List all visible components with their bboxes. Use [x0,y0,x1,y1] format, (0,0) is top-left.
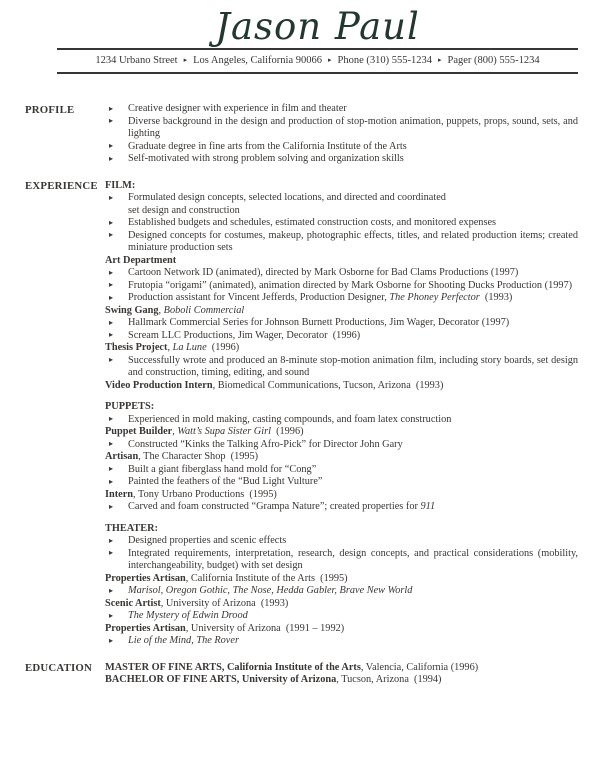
text-run: Marisol, Oregon Gothic, The Nose, Hedda Gabler, Brave New World [128,585,413,596]
run-in-heading [105,598,578,611]
text-run: Creative designer with experience in film and theater [128,103,347,114]
bullet-item [105,354,581,380]
bullet-icon: ▸ [109,548,114,557]
bullet-item [105,115,581,141]
text-run: BACHELOR OF FINE ARTS, University of Arizona [105,674,337,685]
text-run: Formulated design concepts, selected locations, and directed and coordinated [128,192,446,203]
text-run: , [172,426,178,437]
text-run: Intern [105,488,134,500]
text-run: Properties Artisan [105,572,186,584]
text-run: FILM: [105,179,136,191]
section-content [105,662,578,687]
text-run: , The Character Shop (1995) [138,451,259,462]
bullet-item [105,103,578,116]
section-label: EXPERIENCE [25,180,98,192]
person-name: Jason Paul [215,5,420,48]
text-run: Video Production Intern [105,379,213,391]
contact-part: Phone (310) 555-1234 [337,55,432,66]
text-run: Puppet Builder [105,426,173,437]
text-run: Experienced in mold making, casting compounds, and foam latex construction [128,413,452,425]
bullet-item [105,330,578,343]
bullet-icon: ▸ [109,585,114,595]
resume-section [0,180,600,648]
text-run: Designed properties and scenic effects [128,535,287,546]
text-run: MASTER OF FINE ARTS, California Institute of the Arts [105,661,361,673]
run-in-heading [105,255,578,268]
text-run: Designed concepts for costumes, makeup, photographic effects, titles, and related production items; created miniature production sets [128,229,581,253]
run-in-heading [105,380,578,393]
text-run: La Lune [172,342,207,353]
text-run: (1996) [206,342,240,353]
section-content [105,179,581,648]
text-run: Graduate degree in fine arts from the California Institute of the Arts [128,140,407,152]
bullet-icon: ▸ [109,330,114,339]
bullet-icon: ▸ [109,192,114,202]
bullet-item [105,547,581,573]
bullet-icon: ▸ [109,153,114,163]
text-run: , [167,342,173,353]
bullet-item [105,439,578,452]
bullet-icon: ▸ [109,217,114,227]
text-run: Scenic Artist [105,597,161,609]
bullet-icon: ▸ [109,317,114,327]
text-run: (1993) [479,292,513,303]
text-run: , [158,304,164,316]
resume-header [0,6,600,74]
text-run: Hallmark Commercial Series for Johnson Burnett Productions, Jim Wager, Decorator (1997) [128,317,510,328]
bullet-icon: ▸ [109,230,114,239]
text-run: , University of Arizona (1993) [160,597,289,609]
bullet-item [105,414,578,427]
text-run: PUPPETS: [105,401,155,412]
bullet-item [105,267,578,280]
contact-separator-icon: ▸ [327,56,332,64]
contact-separator-icon: ▸ [438,56,442,64]
text-run: (1996) [270,426,304,437]
resume-body [0,103,600,687]
resume-section [0,662,600,687]
bullet-icon: ▸ [109,476,114,486]
bullet-item [105,229,581,255]
text-run: THEATER: [105,522,159,534]
bullet-item [105,535,578,548]
text-run: Art Department [105,254,177,266]
text-run: Constructed “Kinks the Talking Afro-Pick” for Director John Gary [128,438,403,450]
resume-section [0,103,600,166]
run-in-heading [105,451,578,464]
text-run: , Biomedical Communications, Tucson, Arizona (1993) [212,379,444,391]
run-in-heading [105,401,578,414]
run-in-heading [105,489,578,502]
bullet-icon: ▸ [109,635,114,645]
bullet-item [105,476,578,489]
bullet-item [105,501,578,514]
text-run: The Phoney Perfector [389,292,480,303]
bullet-icon: ▸ [109,292,114,302]
bullet-icon: ▸ [109,610,114,620]
contact-separator-icon: ▸ [183,56,188,64]
bullet-item [105,610,578,623]
text-run: , California Institute of the Arts (1995) [185,572,348,584]
bullet-item [105,317,578,330]
section-spacer [105,392,578,401]
bullet-item [105,292,578,305]
run-in-heading [105,623,578,636]
text-run: The Mystery of Edwin Drood [128,610,248,621]
bullet-icon: ▸ [109,414,114,423]
bullet-icon: ▸ [109,116,114,125]
text-run: Built a giant fiberglass hand mold for “Cong” [128,463,317,475]
text-run: , Valencia, California (1996) [360,661,479,673]
text-run: Artisan [105,451,139,462]
contact-line [57,50,578,72]
bullet-icon: ▸ [109,103,114,113]
text-run: Production assistant for Vincent Jefferds, Production Designer, [128,292,390,303]
bullet-item [105,280,578,293]
text-run: , Tucson, Arizona (1994) [336,674,442,685]
run-in-heading [105,426,578,439]
text-run: 911 [420,501,436,512]
section-label: EDUCATION [25,662,92,674]
bullet-icon: ▸ [109,280,114,289]
contact-part: 1234 Urbano Street [95,55,178,66]
bullet-icon: ▸ [109,439,114,448]
header-rule-bottom [57,72,578,74]
bullet-item [105,464,578,477]
bullet-item [105,217,578,230]
section-content [105,103,581,166]
text-run: Swing Gang [105,304,159,316]
bullet-item [105,153,578,166]
run-in-heading [105,342,578,355]
text-run: Lie of the Mind, The Rover [128,635,239,646]
text-run: Boboli Commercial [163,304,245,316]
text-run: Watt’s Supa Sister Girl [177,426,271,437]
text-run: Carved and foam constructed “Grampa Nature”; created properties for [128,501,421,512]
bullet-icon: ▸ [109,464,114,473]
contact-part: Los Angeles, California 90066 [193,55,322,66]
run-in-heading [105,674,578,687]
contact-part: Pager (800) 555-1234 [447,55,540,66]
section-spacer [105,514,578,523]
text-run: Scream LLC Productions, Jim Wager, Decorator (1996) [128,329,361,341]
run-in-heading [105,523,578,536]
bullet-item [105,585,578,598]
text-run: , Tony Urbano Productions (1995) [133,488,277,500]
text-run: Established budgets and schedules, estimated construction costs, and monitored expenses [128,217,497,228]
bullet-item [105,141,578,154]
text-run: Properties Artisan [105,622,186,634]
text-run: , University of Arizona (1991 – 1992) [185,622,345,634]
text-run: Cartoon Network ID (animated), directed by Mark Osborne for Bad Clams Productions (1997) [128,267,519,278]
run-in-heading [105,662,578,675]
bullet-icon: ▸ [109,141,114,150]
bullet-icon: ▸ [109,501,114,511]
text-run: Self-motivated with strong problem solving and organization skills [128,153,404,164]
bullet-icon: ▸ [109,535,114,545]
bullet-item [105,192,578,217]
run-in-heading [105,180,578,193]
text-run: Thesis Project [105,342,168,353]
text-run: Frutopia “origami” (animated), animation directed by Mark Osborne for Shooting Ducks Production (1997) [128,279,573,291]
text-run: Painted the feathers of the “Bud Light Vulture” [128,476,323,487]
text-run: Diverse background in the design and production of stop-motion animation, puppets, props, sound, sets, and lighting [128,115,581,139]
run-in-heading [105,573,578,586]
text-run: Integrated requirements, interpretation, research, design concepts, and practical considerations (mobility, interchangeability, budget) with set design [128,547,581,571]
text-run: set design and construction [128,204,240,216]
bullet-icon: ▸ [109,355,114,364]
section-label: PROFILE [25,103,75,116]
bullet-item [105,635,578,648]
run-in-heading [105,305,578,318]
bullet-icon: ▸ [109,267,114,277]
text-run: Successfully wrote and produced an 8-minute stop-motion animation film, including story boards, set design and construction, timing, editing, and sound [128,354,581,378]
